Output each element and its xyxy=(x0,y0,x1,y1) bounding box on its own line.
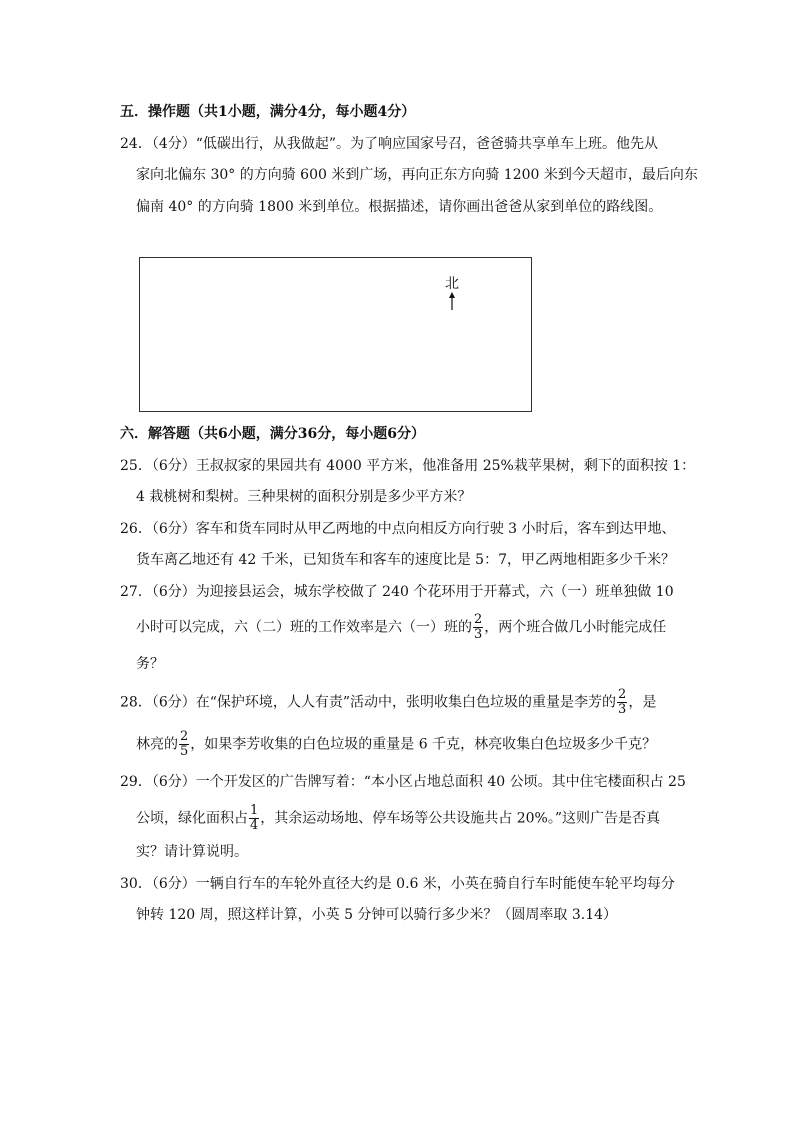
question-30-line-1: 30．（6分）一辆自行车的车轮外直径大约是 0.6 米，小英在骑自行车时能使车轮平均每分 xyxy=(120,876,675,892)
section-6-heading: 六．解答题（共6小题，满分36分，每小题6分） xyxy=(120,426,425,442)
question-27-line-1: 27．（6分）为迎接县运会，城东学校做了 240 个花环用于开幕式，六（一）班单独做 10 xyxy=(120,584,674,600)
fraction-denominator: 3 xyxy=(474,627,483,642)
question-30-line-2: 钟转 120 周，照这样计算，小英 5 分钟可以骑行多少米？（圆周率取 3.14） xyxy=(136,907,618,923)
question-26-line-1: 26．（6分）客车和货车同时从甲乙两地的中点向相反方向行驶 3 小时后，客车到达甲地、 xyxy=(120,521,676,537)
fraction-two-thirds xyxy=(617,688,627,717)
question-26-line-2: 货车离乙地还有 42 千米，已知货车和客车的速度比是 5：7，甲乙两地相距多少千米？ xyxy=(136,552,675,568)
question-27-line-2-text-b: ，两个班合做几小时能完成任 xyxy=(484,619,667,636)
question-27-line-2 xyxy=(136,613,666,642)
question-28-line-2-text-a: 林亮的 xyxy=(136,736,178,753)
fraction-denominator: 4 xyxy=(250,818,259,833)
fraction-two-thirds xyxy=(473,613,483,642)
section-5-heading: 五．操作题（共1小题，满分4分，每小题4分） xyxy=(120,104,416,120)
question-28-line-2-text-b: ，如果李芳收集的白色垃圾的重量是 6 千克，林亮收集白色垃圾多少千克？ xyxy=(190,736,657,753)
drawing-area[interactable] xyxy=(139,257,532,412)
fraction-numerator: 2 xyxy=(474,612,483,627)
question-29-line-2-text-b: ，其余运动场地、停车场等公共设施共占 20%。”这则广告是否真 xyxy=(260,810,661,827)
fraction-one-quarter xyxy=(249,804,259,833)
question-28-line-1-text-b: ，是 xyxy=(628,694,657,711)
question-24-line-2: 家向北偏东 30° 的方向骑 600 米到广场，再向正东方向骑 1200 米到今天超市，最后向东 xyxy=(136,167,698,183)
question-27-line-3: 务？ xyxy=(136,656,164,672)
fraction-two-fifths xyxy=(179,730,189,759)
question-29-line-3: 实？请计算说明。 xyxy=(136,844,248,860)
question-24-line-3: 偏南 40° 的方向骑 1800 米到单位。根据描述，请你画出爸爸从家到单位的路线图。 xyxy=(136,199,663,215)
fraction-denominator: 3 xyxy=(618,702,627,717)
question-29-line-2-text-a: 公顷，绿化面积占 xyxy=(136,810,248,827)
question-28-line-1 xyxy=(120,688,656,717)
question-24-line-1: 24．（4分）“低碳出行，从我做起”。为了响应国家号召，爸爸骑共享单车上班。他先从 xyxy=(120,136,659,152)
question-25-line-1: 25．（6分）王叔叔家的果园共有 4000 平方米，他准备用 25%栽苹果树，剩下的面积按 1： xyxy=(120,458,696,474)
question-27-line-2-text-a: 小时可以完成，六（二）班的工作效率是六（一）班的 xyxy=(136,619,472,636)
north-label: 北 xyxy=(445,276,459,292)
fraction-numerator: 2 xyxy=(618,687,627,702)
question-25-line-2: 4 栽桃树和梨树。三种果树的面积分别是多少平方米？ xyxy=(136,489,472,505)
question-28-line-2 xyxy=(136,730,656,759)
fraction-denominator: 5 xyxy=(180,744,189,759)
question-28-line-1-text-a: 28．（6分）在“保护环境，人人有责”活动中，张明收集白色垃圾的重量是李芳的 xyxy=(120,694,617,711)
fraction-numerator: 2 xyxy=(180,729,189,744)
fraction-numerator: 1 xyxy=(250,803,259,818)
north-arrow-icon xyxy=(446,292,458,310)
question-29-line-2 xyxy=(136,804,660,833)
question-29-line-1: 29．（6分）一个开发区的广告牌写着：“本小区占地总面积 40 公顷。其中住宅楼面积占 25 xyxy=(120,774,686,790)
